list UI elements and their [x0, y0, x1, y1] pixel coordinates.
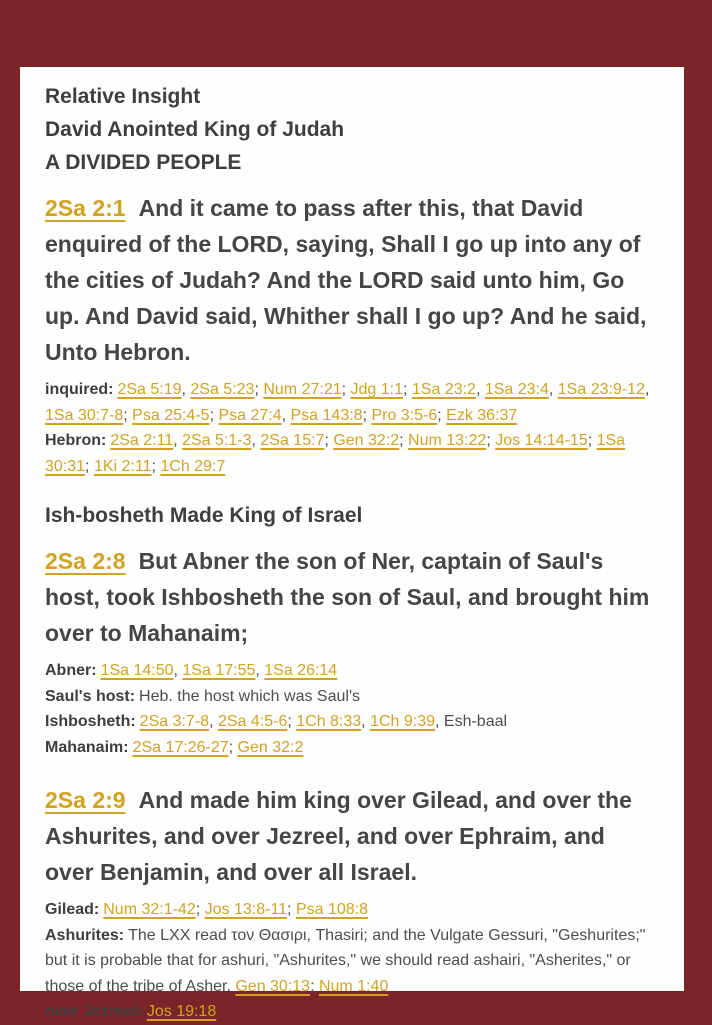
scripture-ref-link[interactable]: 2Sa 5:23: [190, 381, 255, 398]
scripture-ref-link[interactable]: 1Sa 23:9-12: [557, 381, 645, 398]
xref-text: ;: [587, 432, 597, 449]
xref-text: ;: [324, 432, 334, 449]
xref-text: ,: [251, 432, 261, 449]
xref-text: ;: [123, 406, 133, 424]
xref-entry: [45, 897, 659, 923]
scripture-ref-link[interactable]: Jos 14:14-15: [495, 432, 588, 449]
xref-text: Heb. the host which was Saul's: [139, 687, 360, 705]
xref-text: ;: [85, 457, 94, 475]
xref-text: ;: [195, 901, 205, 918]
verse-paragraph: [45, 190, 659, 370]
xref-entry: [45, 684, 659, 710]
xref-text: ;: [437, 406, 447, 424]
scripture-ref-link[interactable]: 2Sa 17:26-27: [132, 738, 229, 756]
verse-text: And it came to pass after this, that David enquired of the LORD, saying, Shall I go up into any of the cities of Judah? And the LORD said unto him, Go up. And David said, Whither shall I go up? And he said, Unto Hebron.: [45, 195, 647, 365]
scripture-ref-link[interactable]: Gen 32:2: [333, 432, 400, 449]
cross-references: [45, 658, 659, 760]
xref-text: ;: [486, 432, 496, 449]
xref-label: Mahanaim:: [45, 738, 129, 756]
xref-text: ,: [644, 381, 650, 398]
scripture-ref-link[interactable]: Jos 19:18: [146, 1003, 217, 1020]
xref-text: ,: [548, 381, 558, 398]
xref-label: inquired:: [45, 381, 114, 398]
scripture-ref-link[interactable]: 1Sa 14:50: [100, 662, 174, 679]
xref-text: ,: [181, 381, 191, 398]
xref-text: The LXX read τον Θασιρι, Thasiri; and the Vulgate Gessuri, "Geshurites;" but it is probable that for ashuri, "Ashurites," we should read ashairi, "Asherites," or those of the tribe of Asher.: [45, 926, 646, 995]
scripture-ref-link[interactable]: 2Sa 5:1-3: [182, 432, 252, 449]
scripture-ref-link[interactable]: 1Ch 9:39: [370, 713, 435, 730]
xref-text: ;: [341, 381, 351, 398]
verse-text: And made him king over Gilead, and over the Ashurites, and over Jezreel, and over Ephraim, and over Benjamin, and over all Israel.: [45, 787, 632, 885]
xref-entry: [45, 709, 659, 735]
xref-text: ;: [362, 406, 372, 424]
xref-text: ;: [287, 713, 297, 730]
scripture-ref-link[interactable]: 2Sa 2:11: [110, 432, 174, 449]
verse-ref-link[interactable]: 2Sa 2:9: [45, 787, 126, 813]
xref-text: , Esh-baal: [435, 713, 508, 730]
scripture-ref-link[interactable]: Jdg 1:1: [350, 381, 403, 398]
xref-label: Ashurites:: [45, 926, 125, 944]
xref-text: ,: [173, 432, 183, 449]
xref-entry: [45, 658, 659, 684]
xref-text: ,: [173, 662, 183, 679]
scripture-ref-link[interactable]: Gen 30:13: [235, 977, 311, 995]
xref-entry: [45, 377, 659, 428]
xref-label: over Jezreel:: [45, 1003, 143, 1020]
verse-ref-link[interactable]: 2Sa 2:1: [45, 195, 126, 221]
xref-text: ,: [281, 406, 291, 424]
scripture-ref-link[interactable]: Num 1:40: [318, 977, 389, 995]
section-heading: A DIVIDED PEOPLE: [45, 151, 242, 174]
xref-label: Abner:: [45, 662, 97, 679]
scripture-ref-link[interactable]: 1Sa 30:7-8: [45, 406, 124, 424]
xref-text: ;: [151, 457, 161, 475]
xref-text: ;: [399, 432, 409, 449]
xref-text: ;: [310, 977, 319, 995]
scripture-ref-link[interactable]: 1Sa 23:4: [484, 381, 549, 398]
section-heading: Ish-bosheth Made King of Israel: [45, 504, 363, 527]
scripture-ref-link[interactable]: Psa 27:4: [218, 406, 282, 424]
cross-references: [45, 377, 659, 479]
xref-text: ;: [228, 738, 238, 756]
content-card: [20, 67, 684, 1020]
scripture-ref-link[interactable]: 1Sa 23:2: [411, 381, 476, 398]
verse-ref-link[interactable]: 2Sa 2:8: [45, 548, 126, 574]
section-heading: David Anointed King of Judah: [45, 118, 345, 141]
xref-label: Saul's host:: [45, 687, 136, 705]
xref-text: ,: [209, 713, 218, 730]
scripture-ref-link[interactable]: 1Sa 30:31: [45, 432, 626, 475]
scripture-ref-link[interactable]: 1Sa 17:55: [182, 662, 256, 679]
scripture-ref-link[interactable]: 1Ch 29:7: [160, 457, 226, 475]
scripture-ref-link[interactable]: Gen 32:2: [237, 738, 304, 756]
xref-text: ;: [209, 406, 219, 424]
cross-references: [45, 897, 659, 1025]
scripture-ref-link[interactable]: 2Sa 3:7-8: [139, 713, 210, 730]
verse-text: But Abner the son of Ner, captain of Saul's host, took Ishbosheth the son of Saul, and brought him over to Mahanaim;: [45, 548, 650, 646]
scripture-ref-link[interactable]: Num 32:1-42: [103, 901, 196, 918]
scripture-ref-link[interactable]: 2Sa 15:7: [260, 432, 325, 449]
xref-text: ;: [402, 381, 412, 398]
xref-label: Gilead:: [45, 901, 100, 918]
scripture-ref-link[interactable]: Jos 13:8-11: [204, 901, 288, 918]
xref-label: Ishbosheth:: [45, 713, 136, 730]
xref-entry: [45, 923, 659, 1000]
xref-entry: [45, 999, 659, 1025]
scripture-ref-link[interactable]: Num 13:22: [408, 432, 487, 449]
scripture-ref-link[interactable]: Psa 143:8: [290, 406, 363, 424]
xref-entry: [45, 735, 659, 761]
verse-paragraph: [45, 782, 659, 890]
scripture-ref-link[interactable]: Pro 3:5-6: [371, 406, 438, 424]
scripture-ref-link[interactable]: Num 27:21: [263, 381, 342, 398]
xref-text: ;: [287, 901, 296, 918]
scripture-ref-link[interactable]: Psa 108:8: [295, 901, 368, 918]
scripture-ref-link[interactable]: Psa 25:4-5: [132, 406, 210, 424]
xref-label: Hebron:: [45, 432, 107, 449]
xref-text: ,: [255, 662, 265, 679]
content-area: [45, 80, 659, 1025]
xref-text: ;: [254, 381, 264, 398]
verse-paragraph: [45, 543, 659, 651]
xref-entry: [45, 428, 659, 479]
scripture-ref-link[interactable]: 1Sa 26:14: [264, 662, 338, 679]
scripture-ref-link[interactable]: 2Sa 5:19: [117, 381, 182, 398]
scripture-ref-link[interactable]: 1Ch 8:33: [296, 713, 362, 730]
xref-text: ,: [361, 713, 371, 730]
section-heading: Relative Insight: [45, 85, 201, 108]
scripture-ref-link[interactable]: 1Ki 2:11: [93, 457, 152, 475]
scripture-ref-link[interactable]: 2Sa 4:5-6: [217, 713, 288, 730]
xref-text: ,: [475, 381, 485, 398]
scripture-ref-link[interactable]: Ezk 36:37: [446, 406, 518, 424]
